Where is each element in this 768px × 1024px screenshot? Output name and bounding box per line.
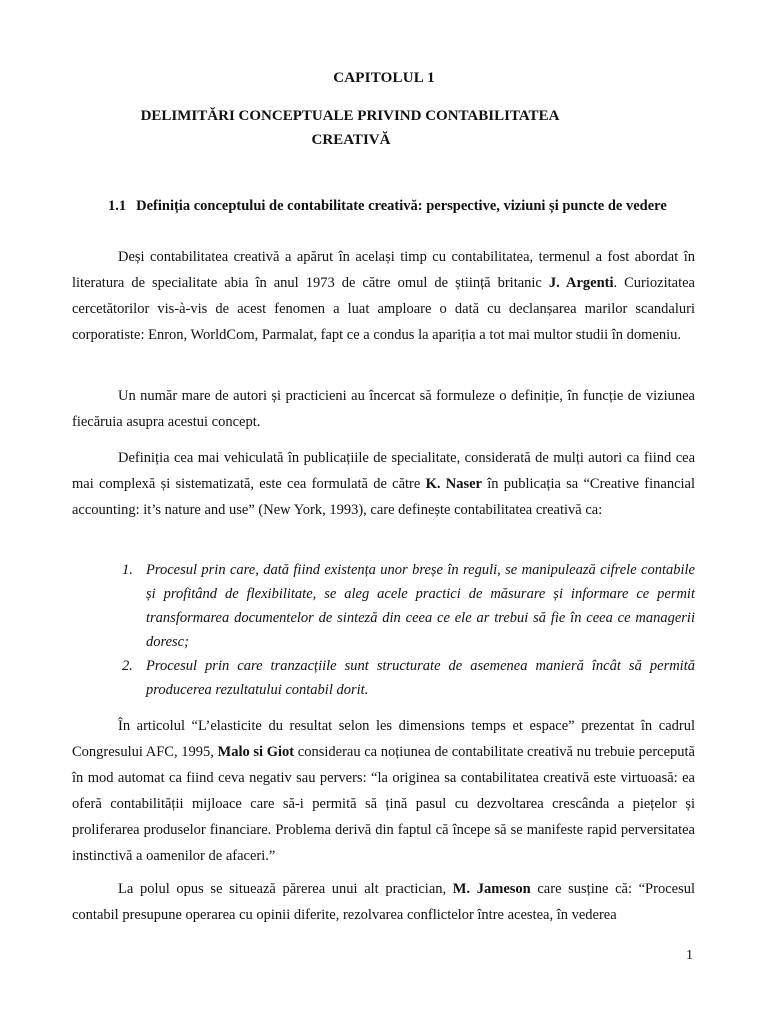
paragraph-1-text-c: . Curiozitatea cercetătorilor vis-à-vis de acest fenomen a luat amploare o dată cu declanșarea marilor scandaluri corporatiste: Enron, WorldCom, Parmalat, fapt ce a condus la apariția a tot mai multor studii în domeniu. [72,275,695,343]
author-argenti: J. Argenti [548,275,614,291]
chapter-title-line-1: DELIMITĂRI CONCEPTUALE PRIVIND CONTABILITATEA [140,108,560,124]
list-item-number: 1. [122,562,133,578]
author-jameson: M. Jameson [452,881,531,897]
paragraph-5-text-a: La polul opus se situează părerea unui alt practician, [118,881,453,897]
paragraph-2: Un număr mare de autori și practicieni au încercat să formuleze o definiție, în funcție de viziunea fiecăruia asupra acestui concept. [72,388,695,430]
paragraph-5 [72,876,695,928]
paragraph-1 [72,244,695,348]
list-item [72,558,695,654]
authors-malo-giot: Malo si Giot [217,744,295,760]
section-title: Definiția conceptului de contabilitate creativă: perspective, viziuni și puncte de vedere [136,198,667,214]
paragraph-3-text-c: în publicația sa “Creative financial accounting: it’s nature and use” (New York, 1993), care definește contabilitatea creativă ca: [72,476,695,518]
section-number: 1.1 [108,198,127,214]
paragraph-1-text-a: Deși contabilitatea creativă a apărut în același timp cu contabilitatea, termenul a fost abordat în literatura de specialitate abia în anul 1973 de către omul de știință britanic [72,249,695,291]
paragraph-4-text-c: considerau ca noțiunea de contabilitate creativă nu trebuie percepută în mod automat ca fiind ceva negativ sau pervers: “la originea sa contabilitatea creativă este virtuoasă: ea oferă contabilității mijloace care să-i permită să țină pasul cu dezvoltarea crescânda a piețelor și proliferarea produselor financiare. Problema derivă din faptul că începe să se manifeste rapid perversitatea instinctivă a oamenilor de afaceri.” [72,744,695,864]
list-item [72,654,695,702]
list-item-number: 2. [122,658,133,674]
chapter-title [100,104,600,152]
chapter-heading: CAPITOLUL 1 [333,70,435,86]
author-naser: K. Naser [425,476,482,492]
chapter-title-line-2: CREATIVĂ [311,132,391,148]
paragraph-3 [72,445,695,523]
section-heading [72,195,695,218]
definition-list [72,558,695,702]
paragraph-4 [72,713,695,869]
page-number: 1 [686,948,693,963]
paragraph-5-text-c: care susține că: “Procesul contabil presupune operarea cu opinii diferite, rezolvarea conflictelor între acestea, în vederea [72,881,695,923]
list-item-text: Procesul prin care, dată fiind existența unor breșe în reguli, se manipulează cifrele contabile și profitând de flexibilitate, se aleg acele practici de măsurare și informare ce permit transformarea documentelor de sinteză din ceea ce ele ar trebui să fie în ceea ce managerii doresc; [146,562,695,650]
list-item-text: Procesul prin care tranzacțiile sunt structurate de asemenea manieră încât să permită producerea rezultatului contabil dorit. [146,658,695,698]
paragraph-4-text-a: În articolul “L’elasticite du resultat selon les dimensions temps et espace” prezentat în cadrul Congresului AFC, 1995, [72,718,695,760]
paragraph-3-text-a: Definiția cea mai vehiculată în publicațiile de specialitate, considerată de mulți autori ca fiind cea mai complexă și sistematizată, este cea formulată de către [72,450,695,492]
